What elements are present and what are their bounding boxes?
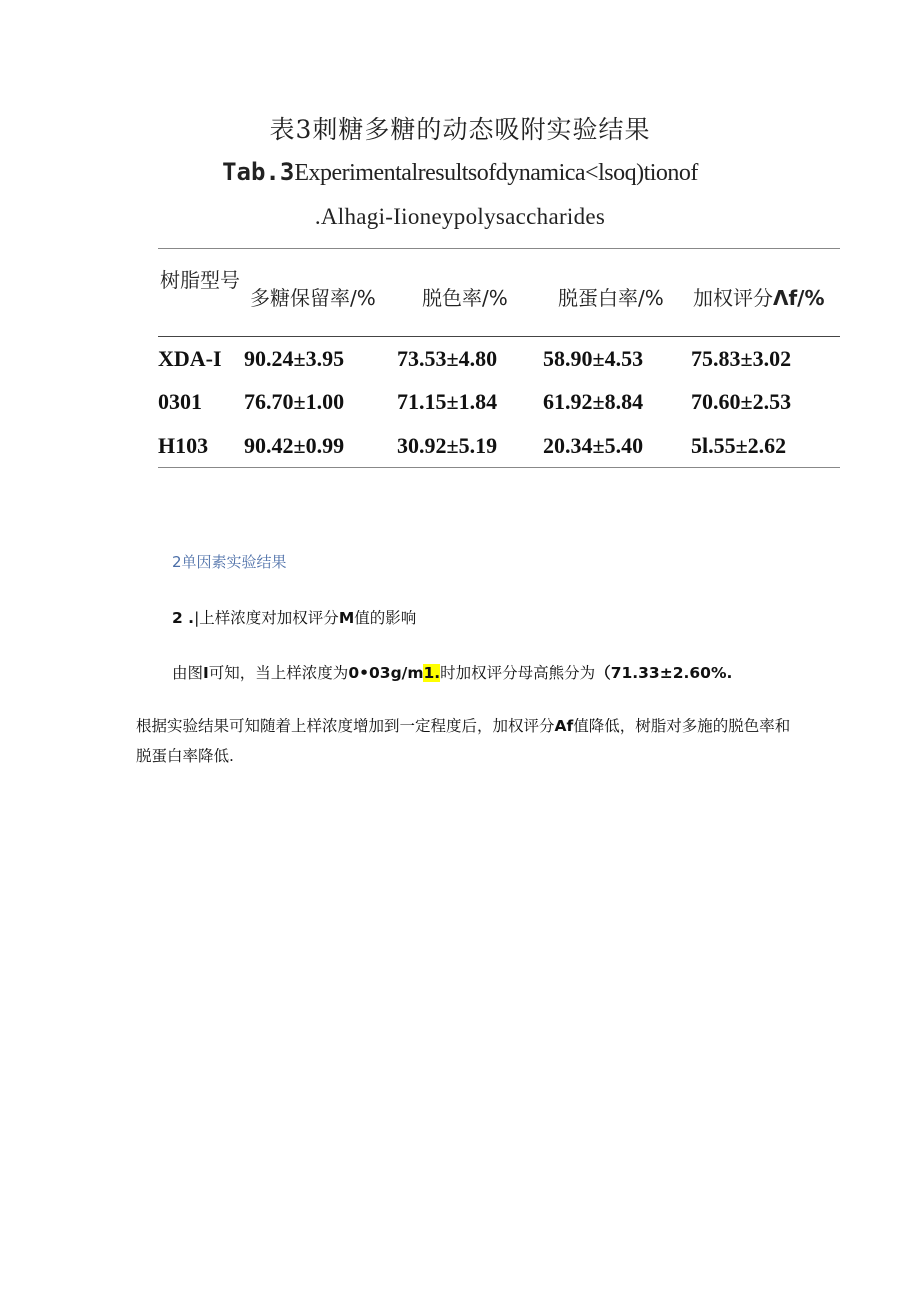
table-cell-deprotein: 61.92±8.84	[543, 389, 644, 414]
section-heading: 2单因素实验结果	[172, 553, 287, 571]
table-cell-weighted: 5l.55±2.62	[691, 433, 787, 458]
score-value: （71.33±2.60%.	[595, 664, 733, 682]
paragraph-result	[172, 661, 732, 683]
figure-ref: I	[203, 664, 209, 682]
table-bottom-rule	[158, 467, 840, 468]
paragraph-text: 值降低，树脂对多施的脱色率和	[573, 717, 791, 735]
header-retention: 多糖保留率/%	[250, 286, 376, 310]
table-cell-decolor: 30.92±5.19	[397, 433, 498, 458]
concentration-value: 0•03g/m	[348, 664, 424, 682]
table-cell-retention: 90.24±3.95	[244, 346, 345, 371]
paragraph-text: 时加权评分母高熊分为	[440, 664, 596, 682]
table-title-english-text: Experimentalresultsofdynamica<lsoq)tionof	[294, 160, 698, 186]
table-cell-type: 0301	[158, 389, 202, 414]
header-deprotein: 脱蛋白率/%	[558, 286, 664, 310]
paragraph-text: 由图	[172, 664, 204, 682]
table-title-english	[0, 158, 920, 187]
table-top-rule	[158, 248, 840, 249]
table-cell-type: H103	[158, 433, 209, 458]
paragraph-conclusion-end: 脱蛋白率降低.	[136, 747, 234, 765]
highlighted-text: 1.	[423, 664, 441, 682]
table-cell-weighted: 70.60±2.53	[691, 389, 792, 414]
table-cell-deprotein: 20.34±5.40	[543, 433, 644, 458]
subsection-heading	[172, 606, 416, 628]
table-cell-deprotein: 58.90±4.53	[543, 346, 644, 371]
table-cell-retention: 76.70±1.00	[244, 389, 345, 414]
header-resin-type: 树脂型号	[160, 268, 240, 292]
score-symbol: Af	[554, 717, 574, 735]
subsection-number: 2 .	[172, 609, 195, 627]
table-title-english-line2: .Alhagi-Iioneypolysaccharides	[314, 204, 606, 229]
subsection-text: |上样浓度对加权评分	[194, 609, 339, 627]
header-weighted-prefix: 加权评分	[693, 286, 773, 310]
header-weighted-suffix: Λf/%	[773, 286, 825, 310]
subsection-text-end: 值的影响	[354, 609, 417, 627]
table-cell-type: XDA-I	[158, 346, 222, 371]
paragraph-text: 可知，当上样浓度为	[208, 664, 349, 682]
table-cell-retention: 90.42±0.99	[244, 433, 345, 458]
paragraph-conclusion	[136, 714, 790, 736]
table-cell-weighted: 75.83±3.02	[691, 346, 792, 371]
header-weighted-score	[693, 282, 825, 311]
table-title-chinese: 表3刺糖多糖的动态吸附实验结果	[269, 115, 651, 144]
table-header-rule	[158, 336, 840, 337]
table-cell-decolor: 71.15±1.84	[397, 389, 498, 414]
header-decolor: 脱色率/%	[422, 286, 508, 310]
table-label: Tab.3	[222, 158, 295, 186]
table-cell-decolor: 73.53±4.80	[397, 346, 498, 371]
paragraph-text: 根据实验结果可知随着上样浓度增加到一定程度后，加权评分	[136, 717, 555, 735]
subsection-bold-letter: M	[338, 609, 355, 627]
